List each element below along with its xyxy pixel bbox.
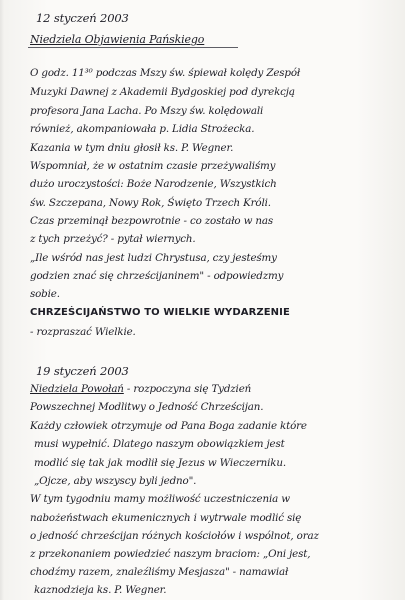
- entry-2-line: kaznodzieja ks. P. Wegner.: [34, 584, 167, 596]
- entry-1-line: Kazania w tym dniu głosił ks. P. Wegner.: [30, 142, 234, 154]
- entry-1-line: profesora Jana Lacha. Po Mszy św. kolędowali: [30, 105, 264, 117]
- entry-1-emphasis: CHRZEŚCIJAŃSTWO TO WIELKIE WYDARZENIE: [30, 307, 290, 318]
- entry-2-date: 19 styczeń 2003: [36, 364, 129, 378]
- entry-1-line: Czas przeminął bezpowrotnie - co zostało w nas: [30, 215, 273, 227]
- entry-2-line: modlić się tak jak modlił się Jezus w Wieczerniku.: [34, 457, 286, 469]
- entry-2-line: z przekonaniem powiedzieć naszym braciom: „Oni jest,: [30, 548, 311, 560]
- entry-1-line: Muzyki Dawnej z Akademii Bydgoskiej pod dyrekcją: [30, 86, 295, 98]
- entry-1-title: Niedziela Objawienia Pańskiego: [30, 33, 205, 46]
- entry-2-line: Każdy człowiek otrzymuje od Pana Boga zadanie które: [30, 420, 307, 432]
- entry-1-line: również, akompaniowała p. Lidia Strożecka.: [30, 123, 255, 135]
- page-edge-left: [0, 0, 4, 600]
- entry-2-title-rest: - rozpoczyna się Tydzień: [123, 383, 252, 395]
- entry-2-line: „Ojcze, aby wszyscy byli jedno".: [34, 475, 197, 487]
- entry-1-line: godzien znać się chrześcijaninem" - odpowiedzmy: [30, 270, 284, 282]
- entry-1-line: dużo uroczystości: Boże Narodzenie, Wszystkich: [30, 178, 277, 190]
- entry-1-line: „Ile wśród nas jest ludzi Chrystusa, czy jesteśmy: [30, 252, 277, 264]
- entry-2-line: chodźmy razem, znaleźliśmy Mesjasza" - namawiał: [30, 566, 289, 578]
- entry-1-closing: - rozpraszać Wielkie.: [30, 326, 136, 338]
- entry-1-line: sobie.: [30, 288, 60, 300]
- entry-2-line: W tym tygodniu mamy możliwość uczestniczenia w: [30, 493, 290, 505]
- entry-1-line: O godz. 11³⁰ podczas Mszy św. śpiewał kolędy Zespół: [30, 67, 301, 79]
- entry-1-date: 12 styczeń 2003: [36, 11, 129, 25]
- entry-1-line: z tych przeżyć? - pytał wiernych.: [30, 233, 196, 245]
- entry-2-line: Powszechnej Modlitwy o Jedność Chrześcijan.: [30, 401, 264, 413]
- entry-2-line: o jedność chrześcijan różnych kościołów i wspólnot, oraz: [30, 530, 319, 542]
- entry-2-title: Niedziela Powołań: [30, 383, 124, 395]
- entry-1-line: św. Szczepana, Nowy Rok, Święto Trzech Króli.: [30, 197, 271, 209]
- entry-2-line: nabożeństwach ekumenicznych i wytrwale modlić się: [30, 512, 302, 524]
- entry-2-line: musi wypełnić. Dlatego naszym obowiązkiem jest: [34, 438, 285, 450]
- entry-2-title-line: [30, 382, 405, 396]
- entry-1-title-rule: [28, 47, 238, 48]
- entry-1-line: Wspomniał, że w ostatnim czasie przeżywaliśmy: [30, 160, 276, 172]
